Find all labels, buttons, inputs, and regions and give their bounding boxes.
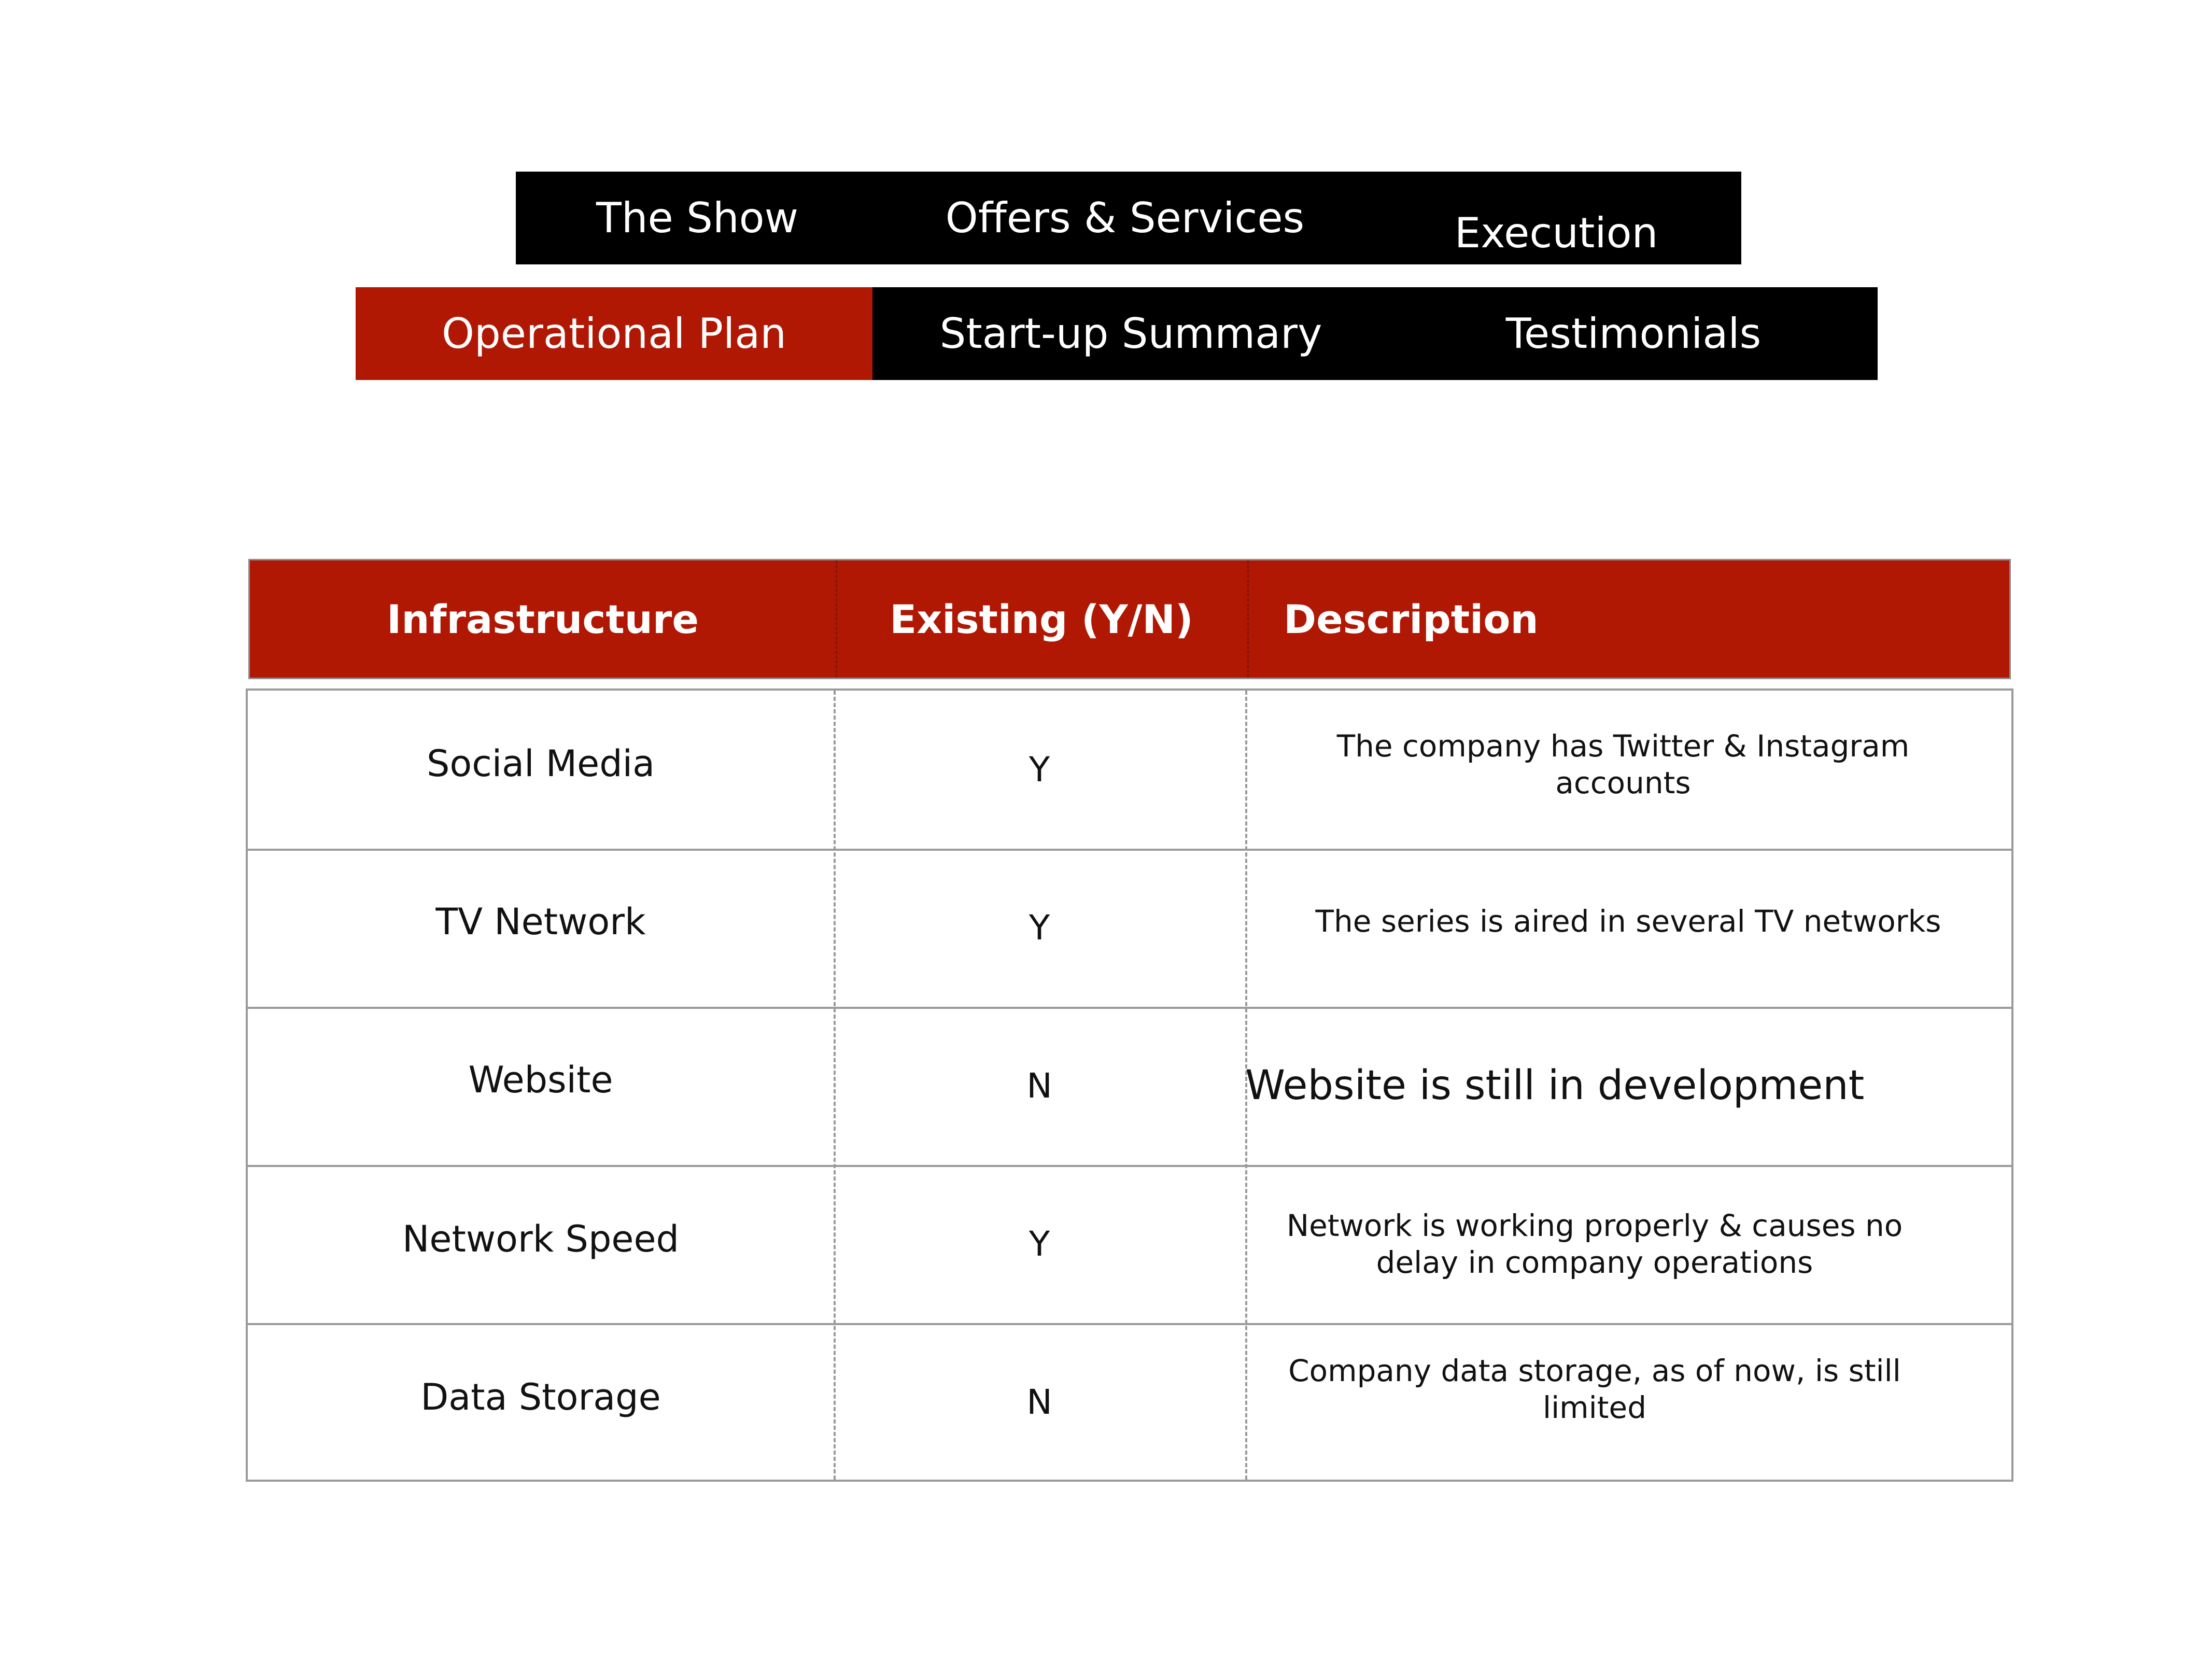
cell-infrastructure: TV Network [435,900,646,943]
table-row [248,1165,2011,1323]
nav-row-2 [356,287,1878,380]
cell-existing: Y [1028,1224,1050,1264]
cell-existing: Y [1028,908,1050,948]
cell-infrastructure: Website [468,1058,613,1101]
tab-offers-services[interactable]: Offers & Services [945,194,1305,242]
header-infrastructure: Infrastructure [387,596,699,642]
table-header [248,559,2011,679]
cell-description: The series is aired in several TV networks [1315,904,1941,939]
cell-infrastructure: Social Media [426,742,655,785]
table-row [248,691,2011,849]
cell-description: Company data storage, as of now, is still limited [1288,1353,1901,1425]
tab-execution[interactable]: Execution [1454,209,1658,257]
cell-existing: Y [1028,750,1050,790]
cell-existing: N [1026,1382,1052,1422]
infrastructure-table [246,688,2013,1482]
tab-the-show[interactable]: The Show [596,194,799,242]
cell-infrastructure: Network Speed [402,1217,679,1260]
header-divider [1247,560,1249,678]
nav-row-1 [516,172,1741,264]
cell-existing: N [1026,1066,1052,1106]
header-description: Description [1284,596,1539,642]
table-row [248,1007,2011,1165]
cell-description: The company has Twitter & Instagram accounts [1336,728,1910,800]
cell-description: Network is working properly & causes no delay in company operations [1286,1207,1903,1280]
tab-testimonials[interactable]: Testimonials [1505,310,1762,358]
tab-operational-plan[interactable]: Operational Plan [356,287,872,380]
cell-infrastructure: Data Storage [420,1375,661,1418]
header-existing: Existing (Y/N) [890,596,1193,642]
table-row [248,849,2011,1007]
table-row [248,1323,2011,1481]
cell-description: Website is still in development [1245,1062,1865,1109]
tab-startup-summary[interactable]: Start-up Summary [939,310,1322,358]
